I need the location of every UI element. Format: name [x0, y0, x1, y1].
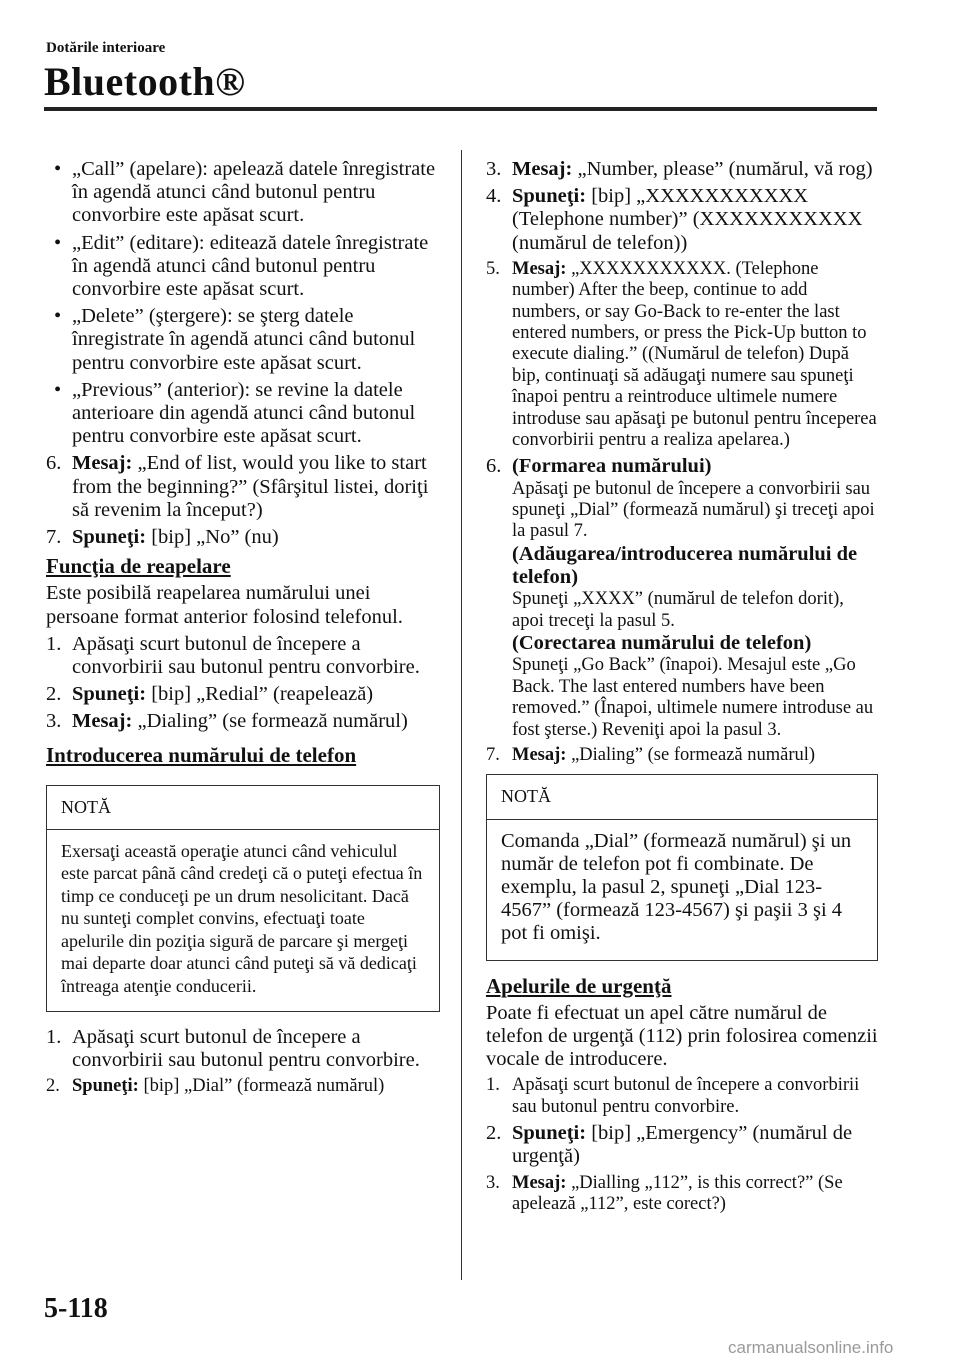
step-6: 6. Mesaj: „End of list, would you like to start from the beginning?” (Sfârşitul listei, doriţi să revenim la început?): [46, 452, 429, 521]
emergency-step-2: 2. Spuneţi: [bip] „Emergency” (numărul de urgenţă): [486, 1122, 853, 1168]
phone-step-6: 6. (Formarea numărului) Apăsaţi pe butonul de începere a convorbirii sau spuneţi „Dial” (formează numărul) şi treceţi apoi la pasul 7. (Adăugarea/introducerea numărului de telefon) Spuneţi „XXXX” (numărul de telefon dorit), apoi treceţi la pasul 5. (Corectarea numărului de telefon) Spuneţi „Go Back” (înapoi). Mesajul este „Go Back. The last entered numbers have been removed.” (Înapoi, ultimele numere introduse au fost şterse.) Reveniţi apoi la pasul 3.: [486, 455, 875, 740]
step-7: 7. Spuneţi: [bip] „No” (nu): [46, 526, 279, 549]
redial-intro: Este posibilă reapelarea numărului unei persoane format anterior folosind telefonul.: [46, 582, 403, 628]
note-title: NOTĂ: [47, 786, 439, 830]
phone-step-5: 5. Mesaj: „XXXXXXXXXXX. (Telephone number) After the beep, continue to add numbers, or say Go-Back to re-enter the last entered numbers, or press the Pick-Up button to execute dialing.” ((Numărul de telefon) După bip, continuaţi să adăugaţi numere sau spuneţi înapoi pentru a reintroduce ultimele numere introduse sau apăsaţi pe butonul pentru începerea convorbirii pentru a realiza apelarea.): [486, 258, 877, 451]
column-divider: [461, 150, 462, 1280]
note-text: Comanda „Dial” (formează numărul) şi un număr de telefon pot fi combinate. De exemplu, la pasul 2, spuneţi „Dial 123-4567” (formează 123-4567) şi paşii 3 şi 4 pot fi omişi.: [501, 829, 852, 945]
left-column: [46, 158, 440, 1102]
redial-step-2: 2. Spuneţi: [bip] „Redial” (reapelează): [46, 683, 374, 706]
list-item: • „Call” (apelare): apelează datele înregistrate în agendă atunci când butonul pentru convorbire este apăsat scurt.: [46, 158, 440, 228]
redial-step-1: 1. Apăsaţi scurt butonul de începere a convorbirii sau butonul pentru convorbire.: [46, 632, 420, 679]
note-box: [46, 785, 440, 1012]
phone-step-4: 4. Spuneţi: [bip] „XXXXXXXXXXX (Telephone number)” (XXXXXXXXXXX (numărul de telefon)): [486, 185, 863, 254]
section-heading-emergency: Apelurile de urgenţă: [486, 973, 672, 998]
emergency-step-3: 3. Mesaj: „Dialling „112”, is this correct?” (Se apelează „112”, este corect?): [486, 1172, 843, 1214]
phone-step-2: 2. Spuneţi: [bip] „Dial” (formează numărul): [46, 1076, 385, 1097]
emergency-step-1: 1. Apăsaţi scurt butonul de începere a convorbirii sau butonul pentru convorbire.: [486, 1075, 860, 1117]
chapter-label: Dotările interioare: [46, 40, 166, 56]
note-box: [486, 774, 878, 960]
watermark: carmanualsonline.info: [728, 1338, 894, 1357]
note-text: Exersaţi această operaţie atunci când vehiculul este parcat până când credeţi că o puteţi efectua în timp ce conduceţi pe un drum nesolicitant. Dacă nu sunteţi complet convins, efectuaţi toate apelurile din poziţia sigură de parcare şi mergeţi mai departe doar atunci când puteţi să vă dedicaţi întreaga atenţie conducerii.: [61, 841, 423, 996]
list-item: • „Previous” (anterior): se revine la datele anterioare din agendă atunci când butonul pentru convorbire este apăsat scurt.: [46, 379, 440, 449]
note-title: NOTĂ: [487, 775, 877, 819]
list-item: • „Edit” (editare): editează datele înregistrate în agendă atunci când butonul pentru convorbire este apăsat scurt.: [46, 232, 440, 302]
page-title: Bluetooth®: [44, 59, 246, 104]
phone-step-1: 1. Apăsaţi scurt butonul de începere a convorbirii sau butonul pentru convorbire.: [46, 1025, 420, 1072]
phone-step-7: 7. Mesaj: „Dialing” (se formează numărul): [486, 744, 816, 765]
phone-step-3: 3. Mesaj: „Number, please” (numărul, vă rog): [486, 158, 873, 180]
emergency-intro: Poate fi efectuat un apel către numărul de telefon de urgenţă (112) prin folosirea comenzii vocale de introducere.: [486, 1001, 878, 1071]
section-heading-redial: Funcţia de reapelare: [46, 554, 231, 579]
section-heading-phone-number: Introducerea numărului de telefon: [46, 742, 357, 767]
title-rule: [44, 107, 877, 111]
redial-step-3: 3. Mesaj: „Dialing” (se formează numărul): [46, 710, 408, 733]
page-number: 5-118: [44, 1293, 108, 1324]
right-column: [486, 158, 878, 1219]
list-item: • „Delete” (ştergere): se şterg datele înregistrate în agendă atunci când butonul pentru convorbire este apăsat scurt.: [46, 305, 440, 375]
